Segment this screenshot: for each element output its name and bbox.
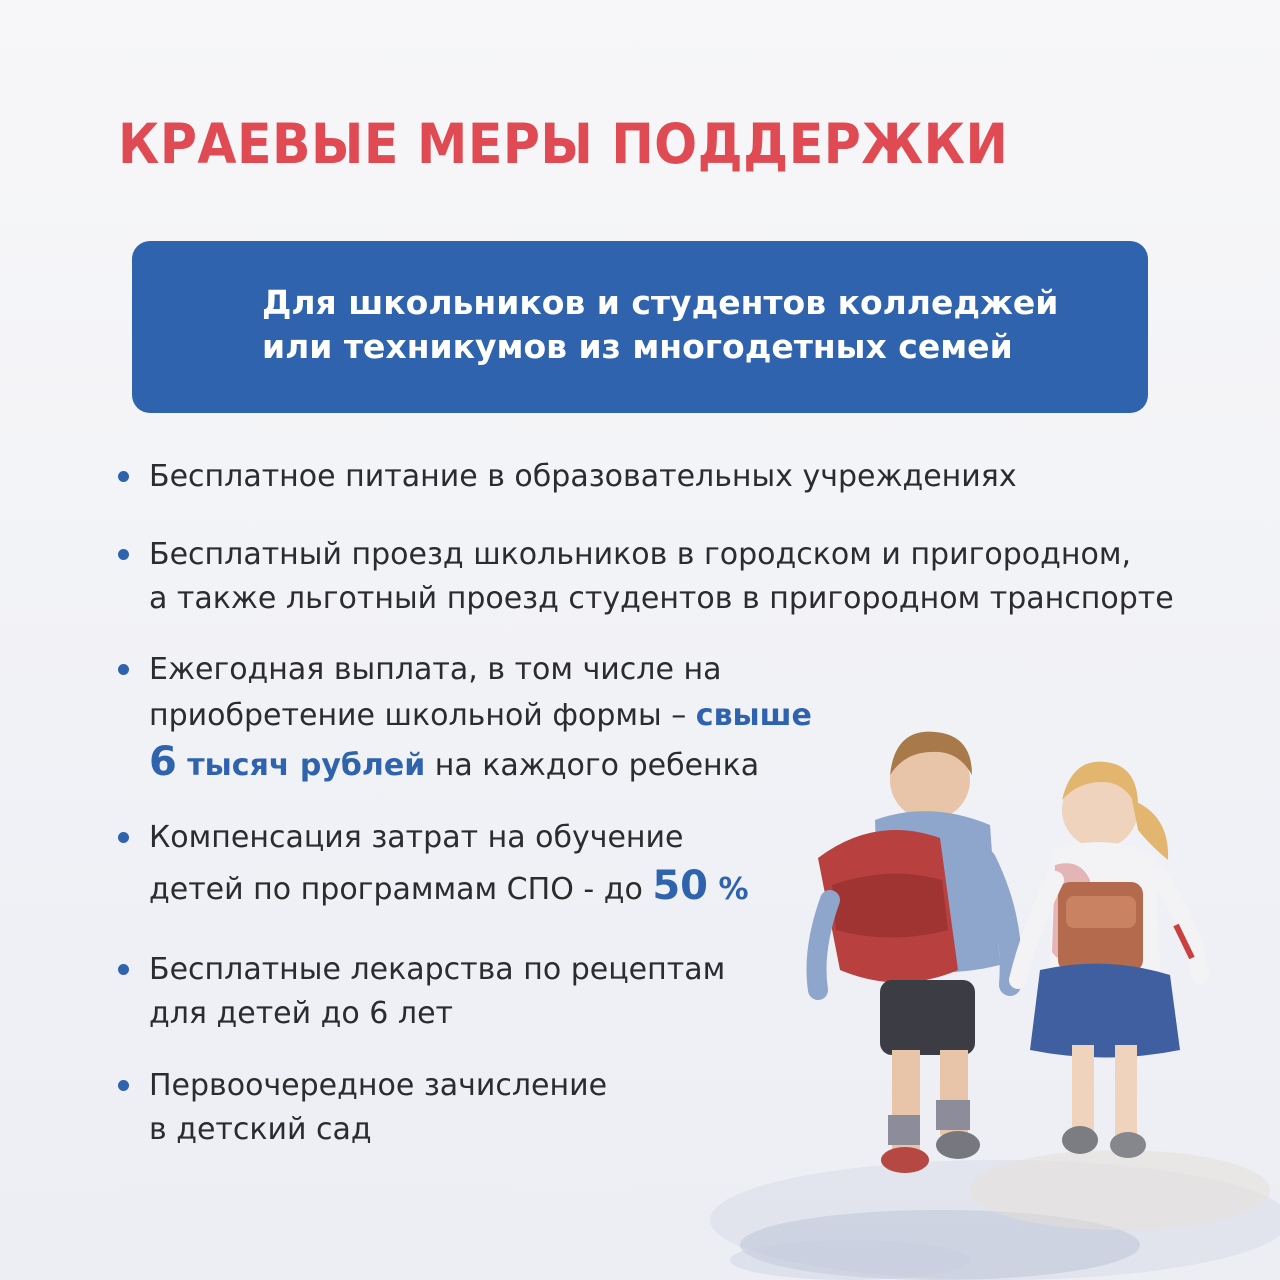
banner-line-2: или техникумов из многодетных семей — [262, 327, 1013, 366]
percent-sign: % — [708, 872, 749, 907]
item-line: Первоочередное зачисление — [149, 1068, 608, 1103]
item-text: детей по программам СПО - до — [149, 872, 653, 907]
item-line: Компенсация затрат на обучение — [149, 820, 684, 855]
list-item-kindergarten — [118, 1064, 607, 1152]
bullet-icon — [118, 1080, 129, 1091]
bullet-icon — [118, 471, 129, 482]
item-line: для детей до 6 лет — [149, 996, 454, 1031]
bullet-icon — [118, 832, 129, 843]
item-text: на каждого ребенка — [425, 748, 760, 783]
list-item-free-medicine — [118, 948, 725, 1036]
item-text: приобретение школьной формы – — [149, 698, 696, 733]
banner-line-1: Для школьников и студентов колледжей — [262, 283, 1059, 322]
bullet-icon — [118, 664, 129, 675]
bullet-icon — [118, 964, 129, 975]
amount-highlight: тысяч рублей — [176, 748, 426, 783]
list-item-free-meals — [118, 455, 1017, 499]
item-line: а также льготный проезд студентов в пригородном транспорте — [149, 581, 1174, 616]
item-line: Ежегодная выплата, в том числе на — [149, 652, 722, 687]
list-item-free-transport — [118, 533, 1174, 621]
item-line: Бесплатные лекарства по рецептам — [149, 952, 726, 987]
bullet-icon — [118, 549, 129, 560]
percent-number: 50 — [652, 863, 709, 909]
list-item-education-compensation — [118, 816, 749, 912]
item-line: в детский сад — [149, 1112, 372, 1147]
page-title: КРАЕВЫЕ МЕРЫ ПОДДЕРЖКИ — [118, 112, 1009, 176]
audience-banner — [132, 241, 1148, 413]
item-line: Бесплатное питание в образовательных учреждениях — [149, 459, 1017, 494]
item-line — [118, 864, 749, 912]
children-illustration — [700, 720, 1280, 1280]
boy-figure — [817, 732, 1011, 1173]
item-line: Бесплатный проезд школьников в городском и пригородном, — [149, 537, 1131, 572]
amount-number: 6 — [149, 739, 177, 785]
girl-figure — [1018, 762, 1200, 1158]
amount-highlight: свыше — [695, 698, 812, 733]
